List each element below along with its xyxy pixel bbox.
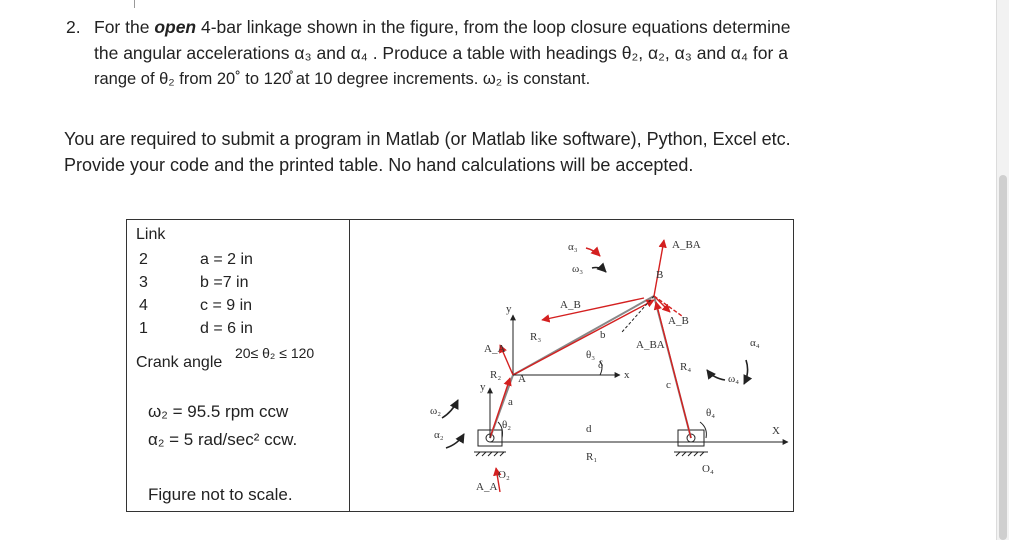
- label-link-a: a: [508, 396, 513, 408]
- label-o2: O₂: [498, 469, 510, 481]
- label-o4: O₄: [702, 463, 714, 475]
- label-theta3: θ₃: [586, 349, 596, 361]
- label-alpha4: α₄: [750, 337, 760, 349]
- label-y: y: [506, 303, 512, 315]
- problem-line-1: For the open 4-bar linkage shown in the figure, from the loop closure equations determine: [94, 17, 791, 37]
- open-emphasis: open: [154, 17, 197, 37]
- label-link-d: d: [586, 423, 592, 435]
- label-global-x: X: [772, 425, 780, 437]
- label-r4: R₄: [680, 361, 692, 373]
- linkage-figure: [126, 219, 794, 512]
- label-omega3: ω₃: [572, 263, 584, 275]
- label-link-c: c: [666, 379, 671, 391]
- label-ab-t: A_B: [560, 299, 581, 311]
- label-alpha2: α₂: [434, 429, 444, 441]
- crank-angle-label: Crank angle: [136, 354, 223, 371]
- label-yprime: y: [480, 381, 486, 393]
- link-id: 3: [139, 274, 148, 291]
- problem-line-2: the angular accelerations α₃ and α₄ . Produce a table with headings θ₂, α₂, α₃ and α₄ for a: [94, 43, 788, 63]
- alpha3-arrow: [586, 248, 600, 256]
- link-length: a = 2 in: [200, 251, 253, 268]
- label-theta4: θ₄: [706, 407, 716, 419]
- link-parameters-box: [127, 220, 350, 511]
- label-r2: R₂: [490, 369, 502, 381]
- omega4-arrow: [707, 370, 725, 380]
- label-omega2: ω₂: [430, 405, 442, 417]
- link-id: 4: [139, 297, 148, 314]
- link-length: b =7 in: [200, 274, 249, 291]
- problem-number: 2.: [66, 17, 81, 37]
- accel-ba-tangential: [654, 240, 664, 296]
- alpha4-arrow: [744, 360, 748, 384]
- omega3-arrow: [592, 268, 606, 273]
- link-length: c = 9 in: [200, 297, 253, 314]
- label-a: A: [518, 373, 526, 385]
- vertical-scrollbar[interactable]: [996, 0, 1009, 540]
- crank-angle-range: 20≤ θ₂ ≤ 120: [235, 345, 315, 361]
- label-r1: R₁: [586, 451, 598, 463]
- instructions-line-2: Provide your code and the printed table. No hand calculations will be accepted.: [64, 155, 694, 175]
- label-ab-n: A_B: [668, 315, 689, 327]
- instructions: [64, 126, 791, 178]
- label-delta: δ: [598, 359, 604, 371]
- problem-line-3: range of θ₂ from 20˚ to 120̊ at 10 degree increments. ω₂ is constant.: [94, 70, 591, 88]
- accel-b-normal: [542, 298, 644, 320]
- instructions-line-1: You are required to submit a program in Matlab (or Matlab like software), Python, Excel etc.: [64, 129, 791, 149]
- label-alpha3: α₃: [568, 241, 578, 253]
- label-aa-n: A_A: [476, 481, 498, 493]
- label-x: x: [624, 369, 630, 381]
- top-tick-mark: [134, 0, 135, 8]
- link-length: d = 6 in: [200, 320, 253, 337]
- alpha2-arrow: [446, 434, 464, 448]
- label-aa-t: A_A: [484, 343, 506, 355]
- link-id: 1: [139, 320, 148, 337]
- link-header: Link: [136, 226, 166, 243]
- omega2-arrow: [442, 400, 458, 418]
- omega2-value: ω₂ = 95.5 rpm ccw: [148, 402, 289, 421]
- label-link-b: b: [600, 329, 606, 341]
- label-theta2: θ₂: [502, 419, 512, 431]
- link-id: 2: [139, 251, 148, 268]
- ground-pivot-o4: [674, 220, 792, 456]
- linkage-diagram: [350, 220, 793, 511]
- label-b: B: [656, 269, 664, 281]
- label-aba-t: A_BA: [672, 239, 701, 251]
- label-aba-n: A_BA: [636, 339, 665, 351]
- alpha2-value: α₂ = 5 rad/sec² ccw.: [148, 430, 298, 449]
- figure-note: Figure not to scale.: [148, 485, 293, 504]
- scrollbar-thumb[interactable]: [999, 175, 1007, 540]
- label-r3: R₃: [530, 331, 542, 343]
- label-omega4: ω₄: [728, 373, 740, 385]
